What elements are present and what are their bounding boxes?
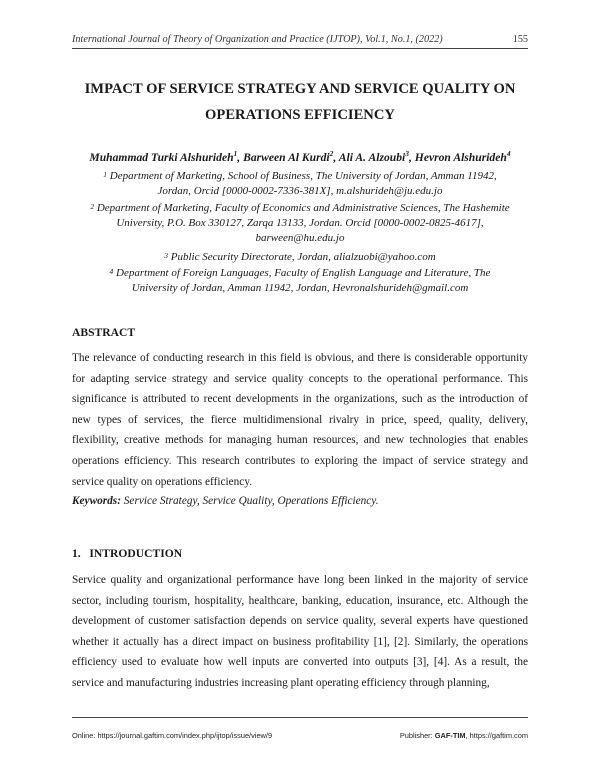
author-list — [60, 151, 540, 164]
publisher-info — [400, 731, 528, 740]
affiliation-sup: 2 — [90, 202, 95, 211]
affiliation-sup: 3 — [164, 251, 168, 260]
publisher-name: GAF-TIM — [434, 731, 466, 740]
running-header — [72, 34, 528, 49]
introduction-text: Service quality and organizational performance have long been linked in the majority of service sector, including tourism, hospitality, healthcare, banking, education, insurance, etc. Although the development of customer satisfaction depends on service quality, several experts have questioned whether it actually has a direct impact on business profitability [1], [2]. Similarly, the operations efficiency used to evaluate how well inputs are converted into outputs [3], [4]. As a result, the service and manufacturing industries increasing plant operating efficiency through planning, — [72, 574, 528, 689]
author-separator: , — [333, 151, 339, 164]
affiliation-sup: 1 — [103, 170, 108, 179]
affiliation-2 — [78, 201, 522, 247]
author-sup: 3 — [405, 149, 409, 158]
affiliation-line: Department of Marketing, Faculty of Economics and Administrative Sciences, The Hashemite — [96, 202, 510, 214]
affiliation-line: Department of Foreign Languages, Faculty of English Language and Literature, The — [116, 267, 491, 279]
title-line-2: OPERATIONS EFFICIENCY — [205, 107, 395, 123]
author-sup: 1 — [233, 149, 238, 158]
author-sup: 4 — [506, 149, 511, 158]
author-name: Muhammad Turki Alshurideh — [89, 151, 234, 164]
paper-title — [60, 76, 540, 128]
introduction-heading: 1. INTRODUCTION — [72, 547, 183, 560]
page-number: 155 — [512, 34, 528, 45]
author-sup: 2 — [329, 149, 334, 158]
keywords-list: Service Strategy, Service Quality, Operations Efficiency. — [123, 495, 379, 507]
affiliation-line: Jordan, Orcid [0000-0002-7336-381X], m.alshurideh@ju.edu.jo — [157, 185, 443, 198]
keywords — [72, 495, 528, 507]
affiliation-sup: 4 — [109, 267, 114, 276]
online-link[interactable]: Online: https://journal.gaftim.com/index.php/ijtop/issue/view/9 — [72, 731, 273, 740]
author-name: Barween Al Kurdi — [243, 151, 330, 164]
title-line-1: IMPACT OF SERVICE STRATEGY AND SERVICE QUALITY ON — [84, 81, 516, 97]
affiliation-3 — [78, 250, 522, 265]
affiliation-line: University of Jordan, Amman 11942, Jordan, Hevronalshurideh@gmail.com — [131, 282, 469, 295]
affiliation-line: Department of Marketing, School of Business, The University of Jordan, Amman 11942, — [109, 170, 497, 182]
keywords-label: Keywords: — [72, 495, 121, 507]
author-name: Ali A. Alzoubi — [338, 151, 406, 164]
author-separator: , — [409, 151, 415, 164]
affiliation-4 — [78, 266, 522, 296]
author-name: Hevron Alshurideh — [414, 151, 507, 164]
publisher-link[interactable]: , https://gaftim.com — [465, 731, 528, 740]
abstract-heading: ABSTRACT — [72, 326, 136, 339]
page-footer — [72, 731, 528, 740]
affiliation-line: University, P.O. Box 330127, Zarqa 13133, Jordan. Orcid [0000-0002-0825-4617], — [116, 217, 484, 230]
affiliation-line: Public Security Directorate, Jordan, alialzuobi@yahoo.com — [170, 251, 436, 263]
publisher-label: Publisher: — [399, 731, 433, 740]
author-separator: , — [237, 151, 244, 164]
affiliation-1 — [78, 169, 522, 199]
journal-citation: International Journal of Theory of Organization and Practice (IJTOP), Vol.1, No.1, (2022) — [72, 34, 443, 45]
abstract-text: The relevance of conducting research in this field is obvious, and there is considerable opportunity for adapting service strategy and service quality concepts to the operational performance. This significance is attributed to recent developments in the organizations, such as the introduction of new types of services, the fierce multidimensional rivalry in price, speed, quality, delivery, flexibility, creative methods for managing human resources, and new technologies that enables operations efficiency. This research contributes to exploring the impact of service strategy and service quality on operations efficiency. — [72, 352, 528, 488]
footer-divider — [72, 717, 528, 718]
affiliation-line: barween@hu.edu.jo — [255, 232, 345, 245]
